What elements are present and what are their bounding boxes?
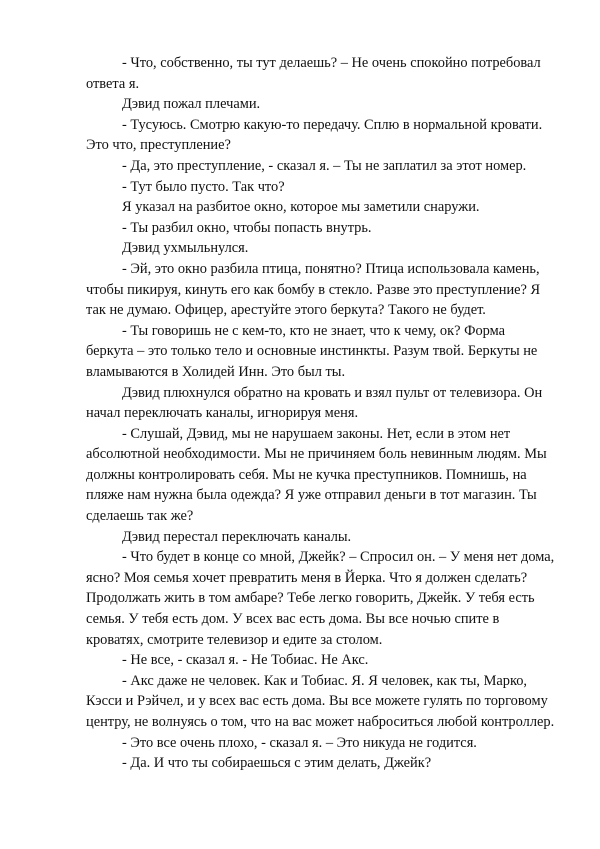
paragraph-5: - Тут было пусто. Так что? bbox=[122, 178, 285, 195]
paragraph-16: - Акс даже не человек. Как и Тобиас. Я. Я человек, как ты, Марко, Кэсси и Рэйчел, и у всех вас есть дома. Вы все можете гулять по торговому центру, не волнуясь о том, что на вас может наброситься любой контроллер. bbox=[86, 672, 555, 730]
paragraph-15: - Не все, - сказал я. - Не Тобиас. Не Акс. bbox=[122, 652, 369, 669]
paragraph-2: Дэвид пожал плечами. bbox=[122, 96, 261, 113]
paragraph-3: - Тусуюсь. Смотрю какую-то передачу. Сплю в нормальной кровати. Это что, преступление? bbox=[86, 116, 543, 154]
paragraph-10: - Ты говоришь не с кем-то, кто не знает, что к чему, ок? Форма беркута – это только тело и основные инстинкты. Разум твой. Беркуты не вламываются в Холидей Инн. Это был ты. bbox=[86, 322, 538, 380]
paragraph-4: - Да, это преступление, - сказал я. – Ты не заплатил за этот номер. bbox=[122, 157, 527, 174]
paragraph-14: - Что будет в конце со мной, Джейк? – Спросил он. – У меня нет дома, ясно? Моя семья хочет превратить меня в Йерка. Что я должен сделать? Продолжать жить в том амбаре? Тебе легко говорить, Джейк. У тебя есть семья. У тебя есть дом. У всех вас есть дома. Вы все ночью спите в кроватях, смотрите телевизор и едите за столом. bbox=[86, 549, 555, 648]
paragraph-6: Я указал на разбитое окно, которое мы заметили снаружи. bbox=[122, 199, 480, 216]
paragraph-12: - Слушай, Дэвид, мы не нарушаем законы. Нет, если в этом нет абсолютной необходимости. Мы не причиняем боль невинным людям. Мы должны контролировать себя. Мы не кучка преступников. Помнишь, на пляже нам нужна была одежда? Я уже отправил деньги в тот магазин. Ты сделаешь так же? bbox=[86, 425, 547, 525]
paragraph-11: Дэвид плюхнулся обратно на кровать и взял пульт от телевизора. Он начал переключать каналы, игнорируя меня. bbox=[86, 384, 543, 422]
paragraph-8: Дэвид ухмыльнулся. bbox=[122, 240, 249, 257]
paragraph-18: - Да. И что ты собираешься с этим делать, Джейк? bbox=[122, 755, 432, 772]
paragraph-1: - Что, собственно, ты тут делаешь? – Не очень спокойно потребовал ответа я. bbox=[86, 55, 541, 92]
paragraph-13: Дэвид перестал переключать каналы. bbox=[122, 528, 352, 545]
paragraph-17: - Это все очень плохо, - сказал я. – Это никуда не годится. bbox=[122, 734, 477, 751]
text-body bbox=[86, 53, 556, 774]
paragraph-9: - Эй, это окно разбила птица, понятно? Птица использовала камень, чтобы пикируя, кинуть его как бомбу в стекло. Разве это преступление? Я так не думаю. Офицер, арестуйте этого беркута? Такого не будет. bbox=[86, 260, 541, 319]
paragraph-7: - Ты разбил окно, чтобы попасть внутрь. bbox=[122, 219, 372, 236]
